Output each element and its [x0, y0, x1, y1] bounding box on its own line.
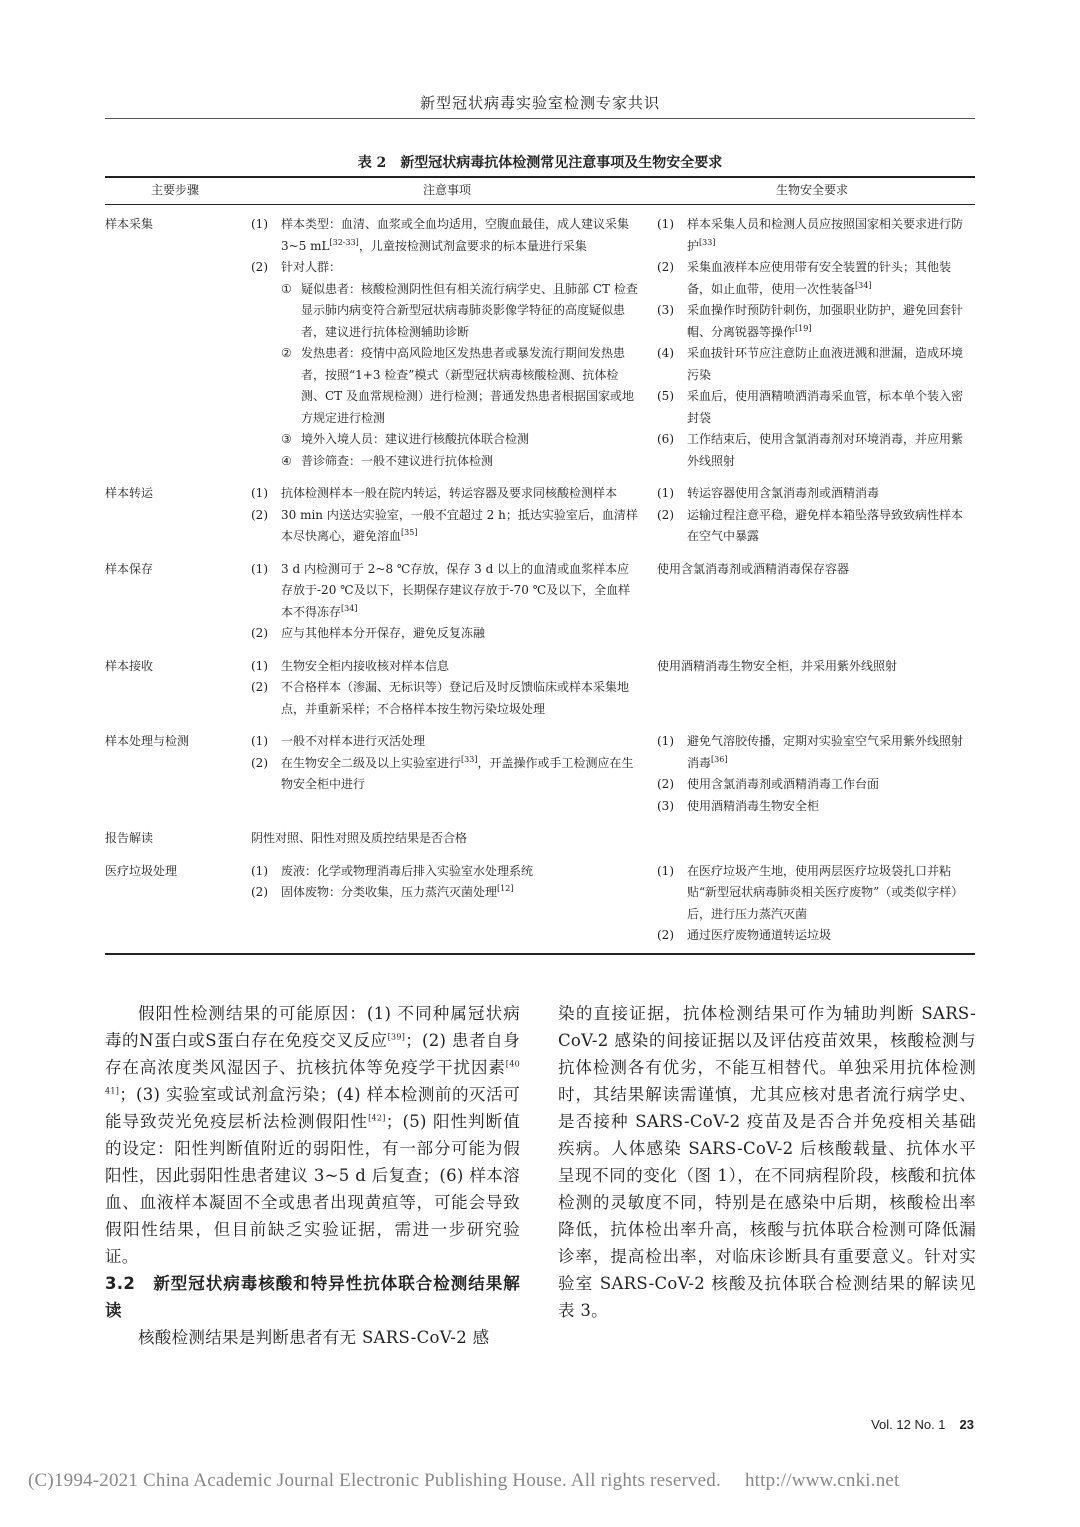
item-text [687, 928, 831, 942]
precautions-table [105, 176, 975, 955]
step-cell: 样本采集 [105, 217, 154, 231]
item-text [687, 346, 963, 382]
item-index: (1) [251, 561, 268, 576]
item-text-main: 普诊筛查：一般不建议进行抗体检测 [301, 453, 494, 468]
list-item [251, 257, 641, 279]
item-index: (2) [251, 885, 268, 899]
item-text [687, 303, 963, 339]
item-index: (2) [251, 626, 268, 640]
item-text [687, 508, 963, 544]
item-text-main: 3 d 内检测可于 2~8 ℃存放，保存 3 d 以上的血清或血浆样本应存放于-20 ℃及以下，长期保存建议存放于-70 ℃及以下，全血样本不得冻存 [281, 561, 631, 619]
notes-cell [245, 551, 649, 648]
list-item [657, 343, 967, 386]
item-text-tail: ，儿童按检测试剂盒要求的标本量进行采集 [358, 238, 587, 253]
item-index: (1) [251, 486, 268, 500]
list-item [657, 731, 967, 774]
sub-item [251, 343, 641, 429]
item-text-main: 生物安全柜内接收核对样本信息 [281, 658, 450, 673]
item-index: (2) [657, 260, 674, 274]
list-item [657, 796, 967, 818]
biosafety-cell [649, 723, 975, 820]
item-text-main: 境外入境人员：建议进行核酸抗体联合检测 [301, 432, 530, 446]
list-item [251, 882, 641, 904]
step-cell: 样本处理与检测 [105, 734, 190, 748]
item-text-main: 30 min 内送达实验室，一般不宜超过 2 h；抵达实验室后，血清样本尽快离心，避免溶血 [281, 507, 638, 543]
sub-item [251, 279, 641, 344]
item-text-main: 抗体检测样本一般在院内转运，转运容器及要求同核酸检测样本 [281, 486, 618, 500]
item-text [281, 680, 629, 716]
item-text [687, 389, 963, 425]
step-cell: 医疗垃圾处理 [105, 853, 245, 954]
item-index: (1) [657, 217, 674, 231]
table-row [105, 475, 975, 551]
list-item [657, 257, 967, 300]
copyright-url: http://www.cnki.net [744, 1470, 900, 1491]
list-item [251, 483, 641, 505]
item-text [687, 799, 819, 813]
list-item [251, 656, 641, 678]
table-row [105, 853, 975, 954]
item-text [285, 429, 641, 451]
false-positive-paragraph [105, 1000, 520, 1270]
step-cell: 样本转运 [105, 486, 154, 500]
notes-cell [245, 648, 649, 724]
item-text [687, 864, 963, 921]
citation-ref: [32-33] [329, 237, 359, 247]
notes-cell [245, 853, 649, 954]
biosafety-cell [649, 853, 975, 954]
item-text-tail: ，开盖操作或手工检测应在生物安全柜中进行 [281, 755, 634, 791]
journal-volume: Vol. 12 No. 1 [871, 1417, 946, 1432]
table-row [105, 205, 975, 476]
item-index: (5) [657, 389, 674, 403]
table-number: 表 2 [357, 155, 387, 171]
item-text [687, 432, 963, 468]
item-text-main: 应与其他样本分开保存，避免反复冻融 [281, 626, 486, 640]
item-index: (1) [251, 658, 268, 673]
item-text-main: 使用含氯消毒剂或酒精消毒工作台面 [687, 777, 880, 791]
item-text-main: 使用酒精消毒生物安全柜 [687, 798, 820, 813]
item-index: (2) [251, 507, 268, 522]
item-text-main: 固体废物：分类收集，压力蒸汽灭菌处理 [281, 885, 498, 899]
list-item [251, 861, 641, 883]
list-item [657, 483, 967, 505]
citation-ref: [36] [711, 754, 728, 764]
item-text [285, 343, 641, 429]
item-text-main: 发热患者：疫情中高风险地区发热患者或暴发流行期间发热患者，按照“1+3 检查”模式（新型冠状病毒核酸检测、抗体检测、CT 及血常规检测）进行检测；普通发热患者根据国家或地方规定进行检测 [301, 346, 635, 425]
item-text-main: 采集血液样本应使用带有安全装置的针头；其他装备，如止血带，使用一次性装备 [687, 260, 952, 296]
paragraph-text: ；(5) 阳性判断值的设定：阳性判断值附近的弱阳性，有一部分可能为假阳性，因此弱阳性患者建议 3~5 d 后复查；(6) 样本溶血、血液样本凝固不全或患者出现黄疸等，可能会导致假阳性结果，但目前缺乏实验证据，需进一步研究验证。 [105, 1112, 520, 1266]
item-text [687, 777, 879, 791]
item-index: ③ [281, 432, 292, 446]
item-text-main: 采血操作时预防针刺伤，加强职业防护，避免回套针帽、分离锐器等操作 [687, 303, 964, 339]
item-text [687, 734, 963, 770]
step-cell: 样本保存 [105, 561, 154, 576]
list-item [251, 214, 641, 257]
item-text [687, 486, 879, 500]
column-header-biosafety: 生物安全要求 [649, 177, 975, 205]
citation-ref: [12] [497, 884, 514, 893]
item-text [281, 217, 629, 253]
list-item [251, 731, 641, 753]
step-cell: 报告解读 [105, 831, 154, 845]
table-row [105, 648, 975, 724]
item-index: (2) [251, 755, 268, 770]
notes-cell [245, 723, 649, 820]
item-index: (1) [657, 486, 674, 500]
item-text-main: 在医疗垃圾产生地，使用两层医疗垃圾袋扎口并粘贴“新型冠状病毒肺炎相关医疗废物”（或类似字样）后，进行压力蒸汽灭菌 [687, 863, 964, 921]
list-item [251, 753, 641, 796]
item-text-main: 在生物安全二级及以上实验室进行 [281, 755, 462, 770]
item-text-main: 样本类型：血清、血浆或全血均适用，空腹血最佳，成人建议采集 3~5 mL [281, 217, 630, 253]
item-text-main: 不合格样本（渗漏、无标识等）登记后及时反馈临床或样本采集地点，并重新采样；不合格样本按生物污染垃圾处理 [281, 680, 630, 716]
section-heading-3-2: 3.2 新型冠状病毒核酸和特异性抗体联合检测结果解读 [105, 1274, 520, 1320]
table-header-row [105, 177, 975, 205]
item-index: (2) [657, 928, 674, 942]
item-text [687, 217, 963, 253]
item-index: (3) [657, 303, 674, 317]
list-item [251, 623, 641, 645]
item-index: (4) [657, 346, 674, 360]
item-text-main: 转运容器使用含氯消毒剂或酒精消毒 [687, 486, 880, 500]
list-item [657, 300, 967, 343]
citation-ref: [33] [699, 237, 716, 247]
page-number: 23 [959, 1417, 974, 1432]
body-left-column [105, 1000, 520, 1351]
list-item [657, 774, 967, 796]
biosafety-cell [649, 820, 975, 853]
item-index: ① [281, 281, 292, 296]
item-text [285, 451, 641, 473]
item-text-main: 运输过程注意平稳，避免样本箱坠落导致致病性样本在空气中暴露 [687, 507, 964, 543]
item-index: (2) [657, 507, 674, 522]
paragraph-text: ；(2) 患者自身存在高浓度类风湿因子、抗核抗体等免疫学干扰因素 [105, 1031, 520, 1077]
item-index: (6) [657, 432, 674, 446]
notes-cell: 阴性对照、阳性对照及质控结果是否合格 [251, 831, 468, 845]
item-index: ④ [281, 453, 292, 468]
item-index: (2) [251, 680, 268, 694]
list-item [657, 505, 967, 548]
biosafety-cell: 使用酒精消毒生物安全柜，并采用紫外线照射 [657, 658, 898, 673]
item-text [281, 486, 617, 500]
list-item [657, 214, 967, 257]
item-text [281, 626, 485, 640]
item-index: (1) [251, 863, 268, 878]
copyright-notice [28, 1470, 1068, 1492]
item-text-main: 废液：化学或物理消毒后排入实验室水处理系统 [281, 863, 534, 878]
notes-cell [245, 205, 649, 476]
list-item [657, 861, 967, 926]
table-row [105, 551, 975, 648]
sub-item [251, 451, 641, 473]
item-text-main: 避免气溶胶传播，定期对实验室空气采用紫外线照射消毒 [687, 734, 964, 770]
header-rule [105, 118, 975, 119]
item-index: (2) [657, 777, 674, 791]
item-text [281, 734, 425, 748]
citation-ref: [34] [855, 280, 872, 290]
copyright-text: (C)1994-2021 China Academic Journal Electronic Publishing House. All rights reserved. [28, 1470, 721, 1491]
item-index: (2) [251, 260, 268, 274]
column-header-step: 主要步骤 [105, 177, 245, 205]
citation-ref: [34] [341, 603, 358, 613]
list-item [657, 386, 967, 429]
citation-ref: [19] [795, 323, 812, 333]
item-index: (1) [251, 734, 268, 748]
item-text [281, 885, 513, 899]
item-index: (3) [657, 798, 674, 813]
item-text-main: 采血后，使用酒精喷洒消毒采血管，标本单个装入密封袋 [687, 389, 964, 425]
citation-ref: [33] [461, 754, 478, 764]
citation-ref: [42] [368, 1113, 386, 1123]
list-item [657, 429, 967, 472]
item-text-main: 采血拔针环节应注意防止血液迸溅和泄漏，造成环境污染 [687, 346, 964, 382]
item-text [281, 562, 630, 619]
column-header-notes: 注意事项 [245, 177, 649, 205]
item-text [281, 260, 341, 274]
item-text-main: 样本采集人员和检测人员应按照国家相关要求进行防护 [687, 217, 964, 253]
table-row [105, 723, 975, 820]
paragraph-continued: 核酸检测结果是判断患者有无 SARS-CoV-2 感 [138, 1328, 490, 1347]
item-index: (1) [657, 734, 674, 748]
item-index: (1) [251, 217, 268, 231]
biosafety-cell [649, 475, 975, 551]
item-text-main: 工作结束后，使用含氯消毒剂对环境消毒，并应用紫外线照射 [687, 432, 964, 468]
biosafety-cell [649, 205, 975, 476]
item-text [281, 756, 633, 792]
item-text [281, 508, 638, 544]
citation-ref: [40 41] [105, 1059, 520, 1096]
table-caption-text: 新型冠状病毒抗体检测常见注意事项及生物安全要求 [400, 155, 723, 171]
item-index: ② [281, 346, 292, 360]
paragraph-text: 假阳性检测结果的可能原因：(1) 不同种属冠状病毒的N蛋白或S蛋白存在免疫交叉反应 [105, 1004, 520, 1050]
item-text-main: 针对人群： [281, 260, 342, 274]
item-text [281, 864, 533, 878]
table-caption [105, 152, 975, 172]
item-text [285, 279, 641, 344]
list-item [251, 559, 641, 624]
notes-cell [245, 475, 649, 551]
body-right-column [558, 1000, 976, 1324]
list-item [251, 677, 641, 720]
biosafety-cell: 使用含氯消毒剂或酒精消毒保存容器 [657, 561, 850, 576]
item-text-main: 通过医疗废物通道转运垃圾 [687, 928, 832, 942]
sub-item [251, 429, 641, 451]
citation-ref: [35] [401, 528, 418, 537]
citation-ref: [39] [387, 1032, 406, 1042]
page-footer [871, 1417, 974, 1432]
item-index: (1) [657, 863, 674, 878]
item-text-main: 疑似患者：核酸检测阴性但有相关流行病学史、且肺部 CT 检查显示肺内病变符合新型冠状病毒肺炎影像学特征的高度疑似患者，建议进行抗体检测辅助诊断 [301, 281, 638, 339]
list-item [657, 925, 967, 947]
item-text-main: 一般不对样本进行灭活处理 [281, 734, 426, 748]
item-text [281, 659, 449, 673]
item-text [687, 260, 951, 296]
running-header: 新型冠状病毒实验室检测专家共识 [419, 94, 660, 112]
list-item [251, 505, 641, 548]
table-row [105, 820, 975, 853]
step-cell: 样本接收 [105, 658, 154, 673]
paragraph-text: ；(3) 实验室或试剂盒污染；(4) 样本检测前的灭活可能导致荧光免疫层析法检测假阳性 [105, 1085, 520, 1131]
interpretation-paragraph: 染的直接证据，抗体检测结果可作为辅助判断 SARS-CoV-2 感染的间接证据以及评估疫苗效果，核酸检测与抗体检测各有优劣，不能互相替代。单独采用抗体检测时，其结果解读需谨慎，尤其应核对患者流行病学史、是否接种 SARS-CoV-2 疫苗及是否合并免疫相关基础疾病。人体感染 SARS-CoV-2 后核酸载量、抗体水平呈现不同的变化（图 1），在不同病程阶段，核酸和抗体检测的灵敏度不同，特别是在感染中后期，核酸检出率降低，抗体检出率升高，核酸与抗体联合检测可降低漏诊率，提高检出率，对临床诊断具有重要意义。针对实验室 SARS-CoV-2 核酸及抗体联合检测结果的解读见表 3。 [558, 1004, 976, 1320]
